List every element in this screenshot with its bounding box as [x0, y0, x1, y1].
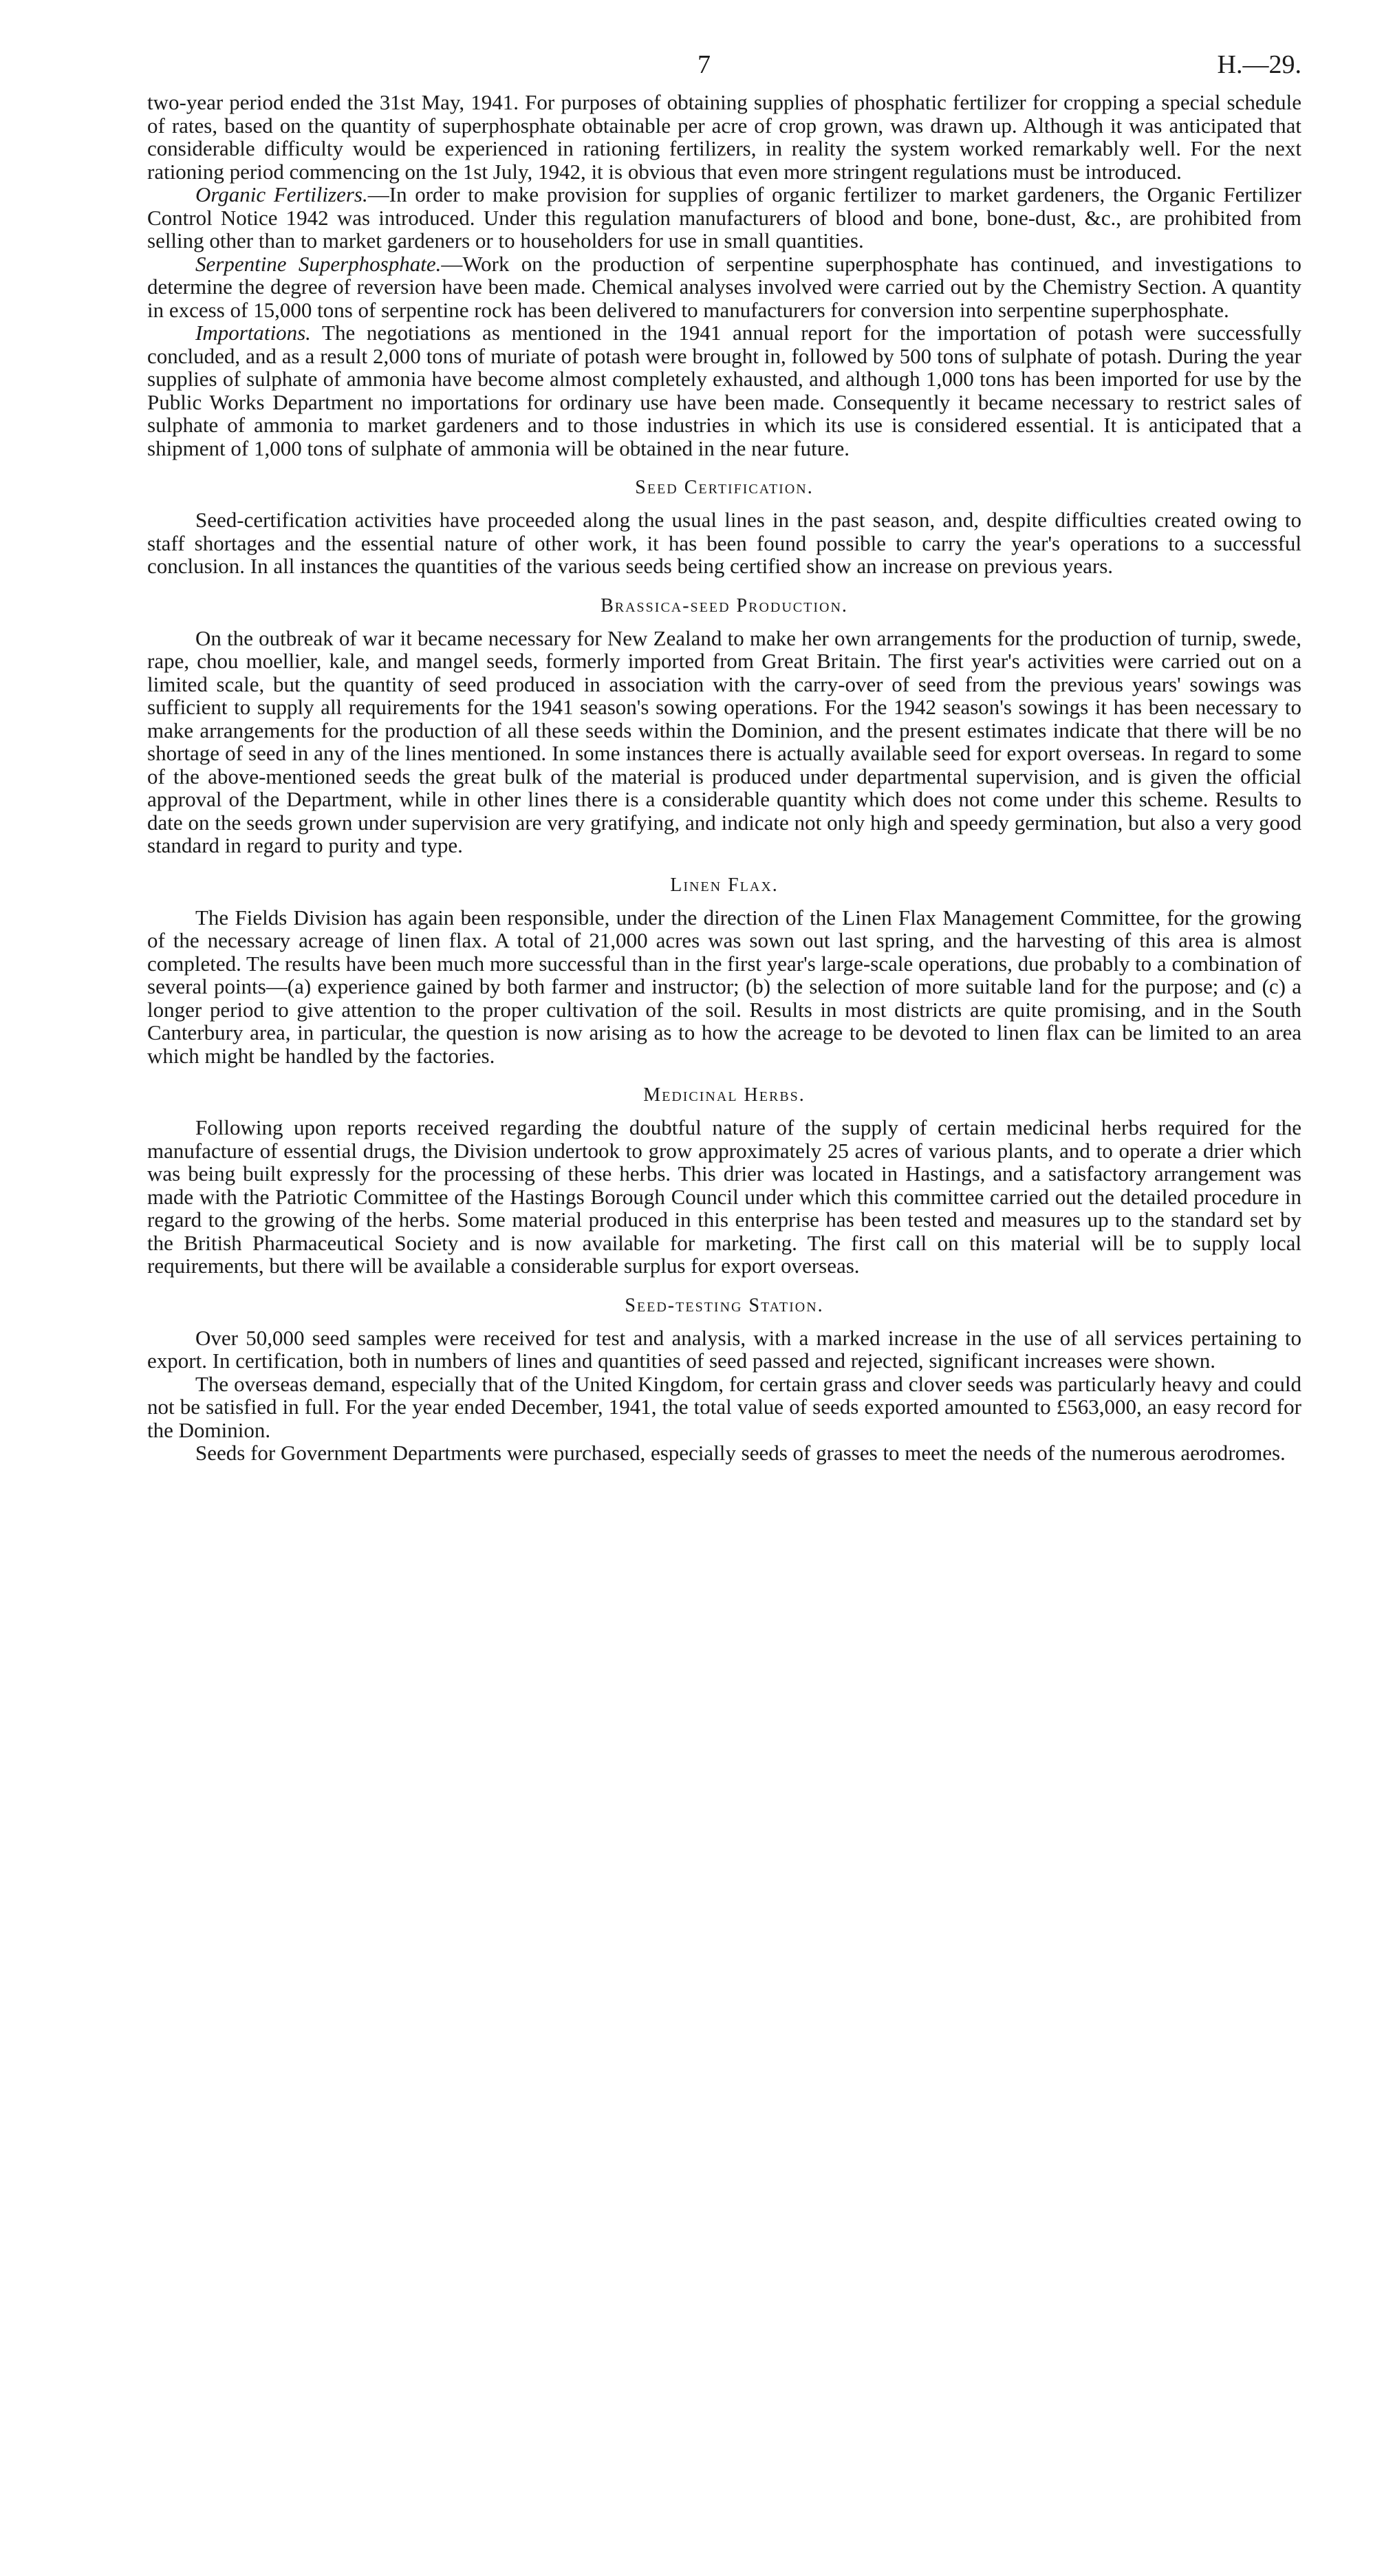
organic-fertilizers-leadin: Organic Fertilizers. [195, 182, 368, 206]
linen-flax-section [147, 874, 1301, 1068]
linen-flax-heading: Linen Flax. [670, 874, 779, 896]
seed-testing-heading: Seed-testing Station. [625, 1294, 824, 1316]
serpentine-text: —Work on the production of serpentine superphosphate has continued, and investigations to determine the degree of reversion have been made. Chemical analyses involved were carried out by the Chemistry Section. A quantity in excess of 15,000 tons of serpentine rock has been delivered to manufacturers for conversion into serpentine superphosphate. [147, 251, 1301, 322]
brassica-heading: Brassica-seed Production. [601, 594, 848, 616]
rationing-paragraph: two-year period ended the 31st May, 1941. For purposes of obtaining supplies of phosphatic fertilizer for cropping a special schedule of rates, based on the quantity of superphosphate obtainable per acre of crop grown, was drawn up. Although it was anticipated that considerable difficulty would be experienced in rationing fertilizers, in reality the system worked remarkably well. For the next rationing period commencing on the 1st July, 1942, it is obvious that even more stringent regulations must be introduced. [147, 90, 1301, 184]
page-number: 7 [698, 50, 711, 79]
seed-certification-section [147, 477, 1301, 578]
medicinal-herbs-heading: Medicinal Herbs. [643, 1084, 806, 1106]
seed-certification-paragraph: Seed-certification activities have proceeded along the usual lines in the past season, and, despite difficulties created owing to staff shortages and the essential nature of other work, it has been found possible to carry the year's operations to a successful conclusion. In all instances the quantities of the various seeds being certified show an increase on previous years. [147, 508, 1301, 578]
fertilizers-section [147, 91, 1301, 460]
seed-testing-paragraph-2: The overseas demand, especially that of the United Kingdom, for certain grass and clover seeds was particularly heavy and could not be satisfied in full. For the year ended December, 1941, the total value of seeds exported amounted to £563,000, an easy record for the Dominion. [147, 1371, 1301, 1442]
importations-text: The negotiations as mentioned in the 1941 annual report for the importation of potash were successfully concluded, and as a result 2,000 tons of muriate of potash were brought in, followed by 500 tons of sulphate of potash. During the year supplies of sulphate of ammonia have become almost completely exhausted, and although 1,000 tons has been imported for use by the Public Works Department no importations for ordinary use have been made. Consequently it became necessary to restrict sales of sulphate of ammonia to market gardeners and to those industries in which its use is considered essential. It is anticipated that a shipment of 1,000 tons of sulphate of ammonia will be obtained in the near future. [147, 321, 1301, 460]
paper-reference: H.—29. [1217, 50, 1301, 79]
seed-testing-section [147, 1295, 1301, 1465]
organic-fertilizers-text: —In order to make provision for supplies of organic fertilizer to market gardeners, the Organic Fertilizer Control Notice 1942 was introduced. Under this regulation manufacturers of blood and bone, bone-dust, &c., are prohibited from selling other than to market gardeners or to householders for use in small quantities. [147, 182, 1301, 253]
seed-certification-heading: Seed Certification. [635, 477, 814, 498]
medicinal-herbs-section [147, 1084, 1301, 1278]
importations-leadin: Importations. [195, 321, 311, 345]
linen-flax-paragraph: The Fields Division has again been responsible, under the direction of the Linen Flax Management Committee, for the growing of the necessary acreage of linen flax. A total of 21,000 acres was sown out last spring, and the harvesting of this area is almost completed. The results have been much more successful than in the first year's large-scale operations, due probably to a combination of several points—(a) experience gained by both farmer and instructor; (b) the selection of more suitable land for the purpose; and (c) a longer period to give attention to the proper cultivation of the soil. Results in most districts are quite promising, and in the South Canterbury area, in particular, the question is now arising as to how the acreage to be devoted to linen flax can be limited to an area which might be handled by the factories. [147, 905, 1301, 1068]
seed-testing-paragraph-3: Seeds for Government Departments were purchased, especially seeds of grasses to meet the needs of the numerous aerodromes. [195, 1441, 1286, 1465]
brassica-paragraph: On the outbreak of war it became necessary for New Zealand to make her own arrangements for the production of turnip, swede, rape, chou moellier, kale, and mangel seeds, formerly imported from Great Britain. The first year's activities were carried out on a limited scale, but the quantity of seed produced in association with the carry-over of seed from the previous years' sowings was sufficient to supply all requirements for the 1941 season's sowing operations. For the 1942 season's sowings it has been necessary to make arrangements for the production of all these seeds within the Dominion, and the present estimates indicate that there will be no shortage of seed in any of the lines mentioned. In some instances there is actually available seed for export overseas. In regard to some of the above-mentioned seeds the great bulk of the material is produced under departmental supervision, and is given the official approval of the Department, while in other lines there is a considerable quantity which does not come under this scheme. Results to date on the seeds grown under supervision are very gratifying, and indicate not only high and speedy germination, but also a very good standard in regard to purity and type. [147, 625, 1301, 857]
page-header [147, 50, 1301, 91]
serpentine-paragraph [147, 253, 1301, 322]
document-page [147, 50, 1301, 1465]
seed-testing-paragraph-1: Over 50,000 seed samples were received for test and analysis, with a marked increase in the use of all services pertaining to export. In certification, both in numbers of lines and quantities of seed passed and rejected, significant increases were shown. [147, 1325, 1301, 1373]
importations-paragraph [147, 321, 1301, 460]
medicinal-herbs-paragraph: Following upon reports received regarding the doubtful nature of the supply of certain medicinal herbs required for the manufacture of essential drugs, the Division undertook to grow approximately 25 acres of various plants, and to operate a drier which was being built expressly for the processing of these herbs. This drier was located in Hastings, and a satisfactory arrangement was made with the Patriotic Committee of the Hastings Borough Council under which this committee carried out the detailed procedure in regard to the growing of the herbs. Some material produced in this enterprise has been tested and measures up to the standard set by the British Pharmaceutical Society and is now available for marketing. The first call on this material will be to supply local requirements, but there will be available a considerable surplus for export overseas. [147, 1115, 1301, 1278]
serpentine-leadin: Serpentine Superphosphate. [195, 251, 442, 276]
brassica-section [147, 595, 1301, 857]
organic-fertilizers-paragraph [147, 183, 1301, 253]
